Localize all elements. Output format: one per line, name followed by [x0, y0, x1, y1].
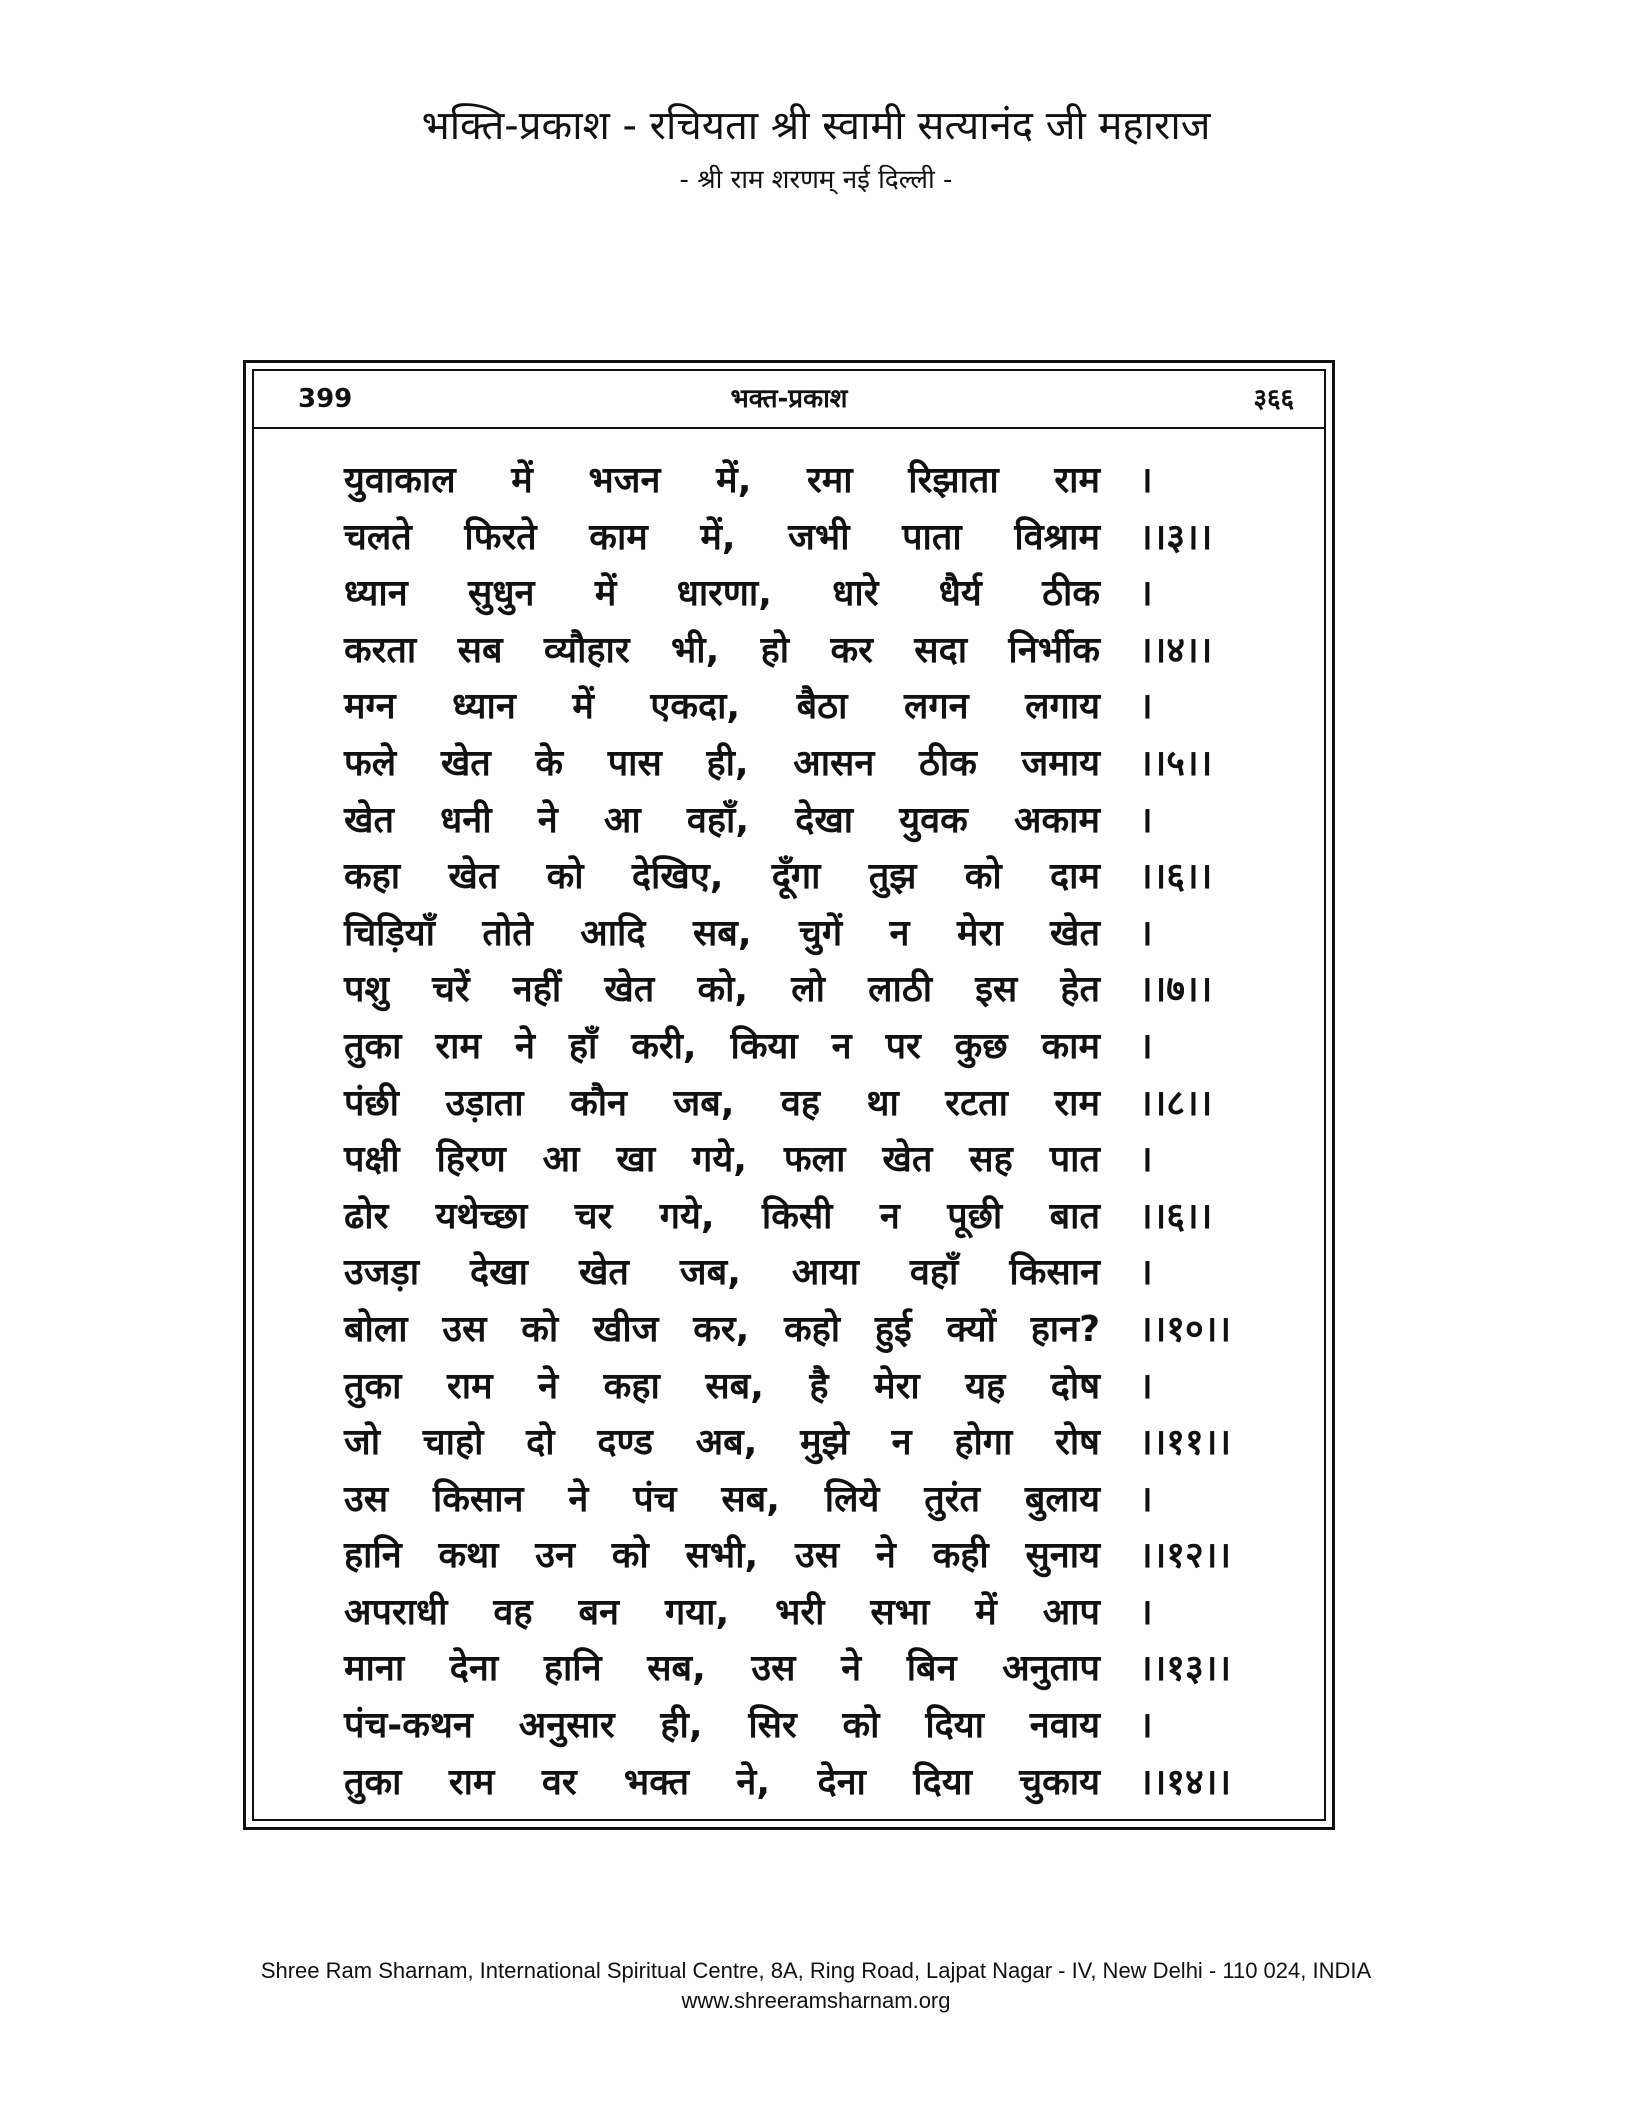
book-page-frame: [243, 360, 1335, 1830]
verse-line: [254, 1417, 1324, 1474]
verse-text: चलते फिरते काम में, जभी पाता विश्राम: [344, 516, 1100, 558]
verse-mark: ।: [1139, 1025, 1153, 1067]
verse-line: [254, 738, 1324, 795]
verse-number: ।।१२।।: [1139, 1535, 1232, 1577]
verse-mark: ।: [1139, 460, 1153, 501]
running-title: भक्त-प्रकाश: [730, 384, 848, 414]
verse-text: पक्षी हिरण आ खा गये, फला खेत सह पात: [344, 1139, 1100, 1181]
verse-line: [254, 1134, 1324, 1191]
verse-text: तुका राम ने कहा सब, है मेरा यह दोष: [344, 1365, 1100, 1407]
footer-website: www.shreeramsharnam.org: [681, 1988, 951, 2013]
verse-line: [254, 1587, 1324, 1644]
verse-mark: ।: [1139, 1365, 1153, 1407]
book-page-inner-border: [252, 369, 1326, 1821]
verse-line: [254, 1021, 1324, 1078]
verse-number: ।।१३।।: [1139, 1648, 1232, 1690]
verse-text: करता सब व्यौहार भी, हो कर सदा निर्भीक: [344, 629, 1100, 671]
verse-line: [254, 1530, 1324, 1587]
verse-number: ।।६।।: [1139, 1195, 1213, 1237]
verse-text: तुका राम ने हाँ करी, किया न पर कुछ काम: [344, 1025, 1100, 1067]
verse-text: पंच-कथन अनुसार ही, सिर को दिया नवाय: [344, 1705, 1100, 1747]
verse-text: अपराधी वह बन गया, भरी सभा में आप: [344, 1591, 1100, 1633]
verse-line: [254, 1078, 1324, 1135]
verse-line: [254, 908, 1324, 965]
footer-address: Shree Ram Sharnam, International Spiritual Centre, 8A, Ring Road, Lajpat Nagar - IV, New Delhi - 110 024, INDIA: [260, 1958, 1372, 1983]
verse-number: ।।६।।: [1139, 856, 1213, 898]
verse-list: [254, 455, 1324, 1813]
page-header: [0, 100, 1632, 200]
verse-line: [254, 681, 1324, 738]
verse-line: [254, 568, 1324, 625]
verse-line: [254, 851, 1324, 908]
verse-line: [254, 795, 1324, 852]
verse-text: जो चाहो दो दण्ड अब, मुझे न होगा रोष: [344, 1422, 1100, 1464]
verse-line: [254, 1247, 1324, 1304]
verse-number: ।।३।।: [1139, 516, 1213, 558]
book-page-number-devanagari: ३६६: [1253, 384, 1294, 414]
verse-text: युवाकाल में भजन में, रमा रिझाता राम: [344, 460, 1100, 501]
verse-line: [254, 1474, 1324, 1531]
book-page-number: 399: [298, 384, 353, 414]
verse-mark: ।: [1139, 573, 1153, 615]
verse-text: माना देना हानि सब, उस ने बिन अनुताप: [344, 1648, 1100, 1690]
verse-text: तुका राम वर भक्त ने, देना दिया चुकाय: [344, 1761, 1100, 1803]
verse-text: कहा खेत को देखिए, दूँगा तुझ को दाम: [344, 856, 1100, 898]
verse-line: [254, 1757, 1324, 1814]
document-subtitle: - श्री राम शरणम् नई दिल्ली -: [679, 165, 953, 195]
verse-mark: ।: [1139, 799, 1153, 841]
verse-mark: ।: [1139, 1252, 1153, 1294]
verse-line: [254, 1361, 1324, 1418]
verse-line: [254, 964, 1324, 1021]
verse-mark: ।: [1139, 1591, 1153, 1633]
verse-line: [254, 1304, 1324, 1361]
verse-line: [254, 1700, 1324, 1757]
verse-text: मग्न ध्यान में एकदा, बैठा लगन लगाय: [344, 686, 1100, 728]
verse-line: [254, 1191, 1324, 1248]
verse-number: ।।१०।।: [1139, 1308, 1232, 1350]
verse-text: उजड़ा देखा खेत जब, आया वहाँ किसान: [344, 1252, 1100, 1294]
running-head: [254, 371, 1324, 429]
verse-mark: ।: [1139, 1705, 1153, 1747]
verse-number: ।।५।।: [1139, 742, 1213, 784]
verse-mark: ।: [1139, 1139, 1153, 1181]
verse-text: चिड़ियाँ तोते आदि सब, चुगें न मेरा खेत: [344, 912, 1100, 954]
verse-text: बोला उस को खीज कर, कहो हुई क्यों हान?: [344, 1308, 1100, 1350]
verse-number: ।।१४।।: [1139, 1761, 1232, 1803]
verse-number: ।।८।।: [1139, 1082, 1213, 1124]
verse-line: [254, 512, 1324, 569]
verse-mark: ।: [1139, 912, 1153, 954]
verse-mark: ।: [1139, 686, 1153, 728]
verse-line: [254, 1643, 1324, 1700]
verse-line: [254, 625, 1324, 682]
verse-text: पशु चरें नहीं खेत को, लो लाठी इस हेत: [344, 969, 1100, 1011]
verse-text: खेत धनी ने आ वहाँ, देखा युवक अकाम: [344, 799, 1100, 841]
verse-text: फले खेत के पास ही, आसन ठीक जमाय: [344, 742, 1100, 784]
document-title: भक्ति-प्रकाश - रचियता श्री स्वामी सत्यानंद जी महाराज: [421, 103, 1211, 149]
verse-text: उस किसान ने पंच सब, लिये तुरंत बुलाय: [344, 1478, 1100, 1520]
verse-number: ।।११।।: [1139, 1422, 1232, 1464]
verse-line: [254, 455, 1324, 512]
verse-text: हानि कथा उन को सभी, उस ने कही सुनाय: [344, 1535, 1100, 1577]
verse-text: ध्यान सुधुन में धारणा, धारे धैर्य ठीक: [344, 573, 1100, 615]
verse-mark: ।: [1139, 1478, 1153, 1520]
verse-number: ।।४।।: [1139, 629, 1213, 671]
verse-text: पंछी उड़ाता कौन जब, वह था रटता राम: [344, 1082, 1100, 1124]
verse-text: ढोर यथेच्छा चर गये, किसी न पूछी बात: [344, 1195, 1100, 1237]
page-footer: [0, 1956, 1632, 2016]
verse-number: ।।७।।: [1139, 969, 1213, 1011]
